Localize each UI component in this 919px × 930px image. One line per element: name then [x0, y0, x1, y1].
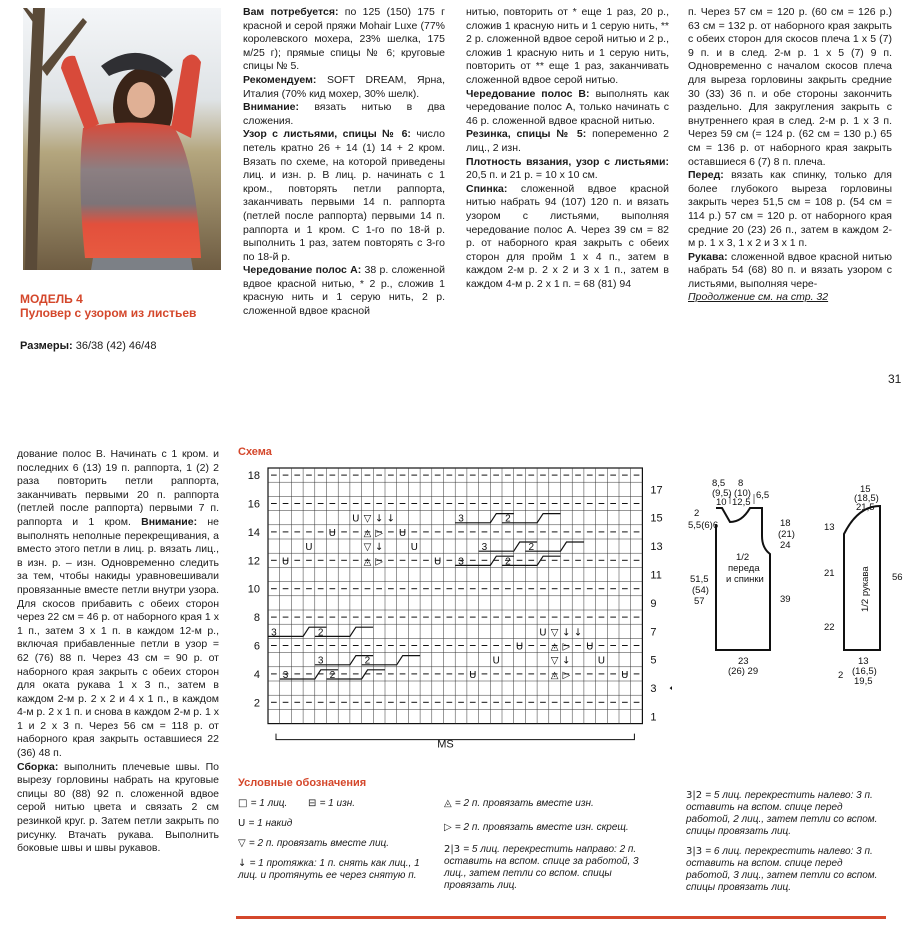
cable-label: 2 — [528, 542, 535, 554]
sleeve-bottom-side: 2 — [838, 670, 844, 681]
chart-symbol: ▷ — [375, 556, 384, 568]
chart-symbol: U — [352, 513, 360, 525]
bottom-rule — [236, 916, 886, 919]
dim-shoulder-slope: 6,5 — [756, 490, 770, 501]
continued-link[interactable]: Продолжение см. на стр. 32 — [688, 291, 829, 304]
front-text: вязать как спинку, только для более глубокого выреза горловины закрыть через 51,5 см = 108 р. (54 см = 114 р.) 57 см = 120 р. от наборного края средние 20 (23) 26 п., затем в каждом 2-м р. 1 х 3, 1 х 2 и 3 х 1 п. — [688, 169, 892, 250]
chart-symbol: ◬ — [550, 641, 559, 653]
stripes-a-continued: нитью, повторить от * еще 1 раз, 20 р., сложив 1 красную нить и 1 серую нить, ** 2 р. сложенной вдвое серой нитью и 2 р., сложив 1 красную нить и 1 серую нить, повторить от ** еще 1 раз, заканчивать сложенной вдвое серой нитью. — [466, 6, 669, 86]
chart-symbol: ▽ — [550, 627, 559, 639]
legend-symbol-icon: ▽ — [238, 838, 249, 849]
gauge-text: 20,5 п. и 21 р. = 10 х 10 см. — [466, 169, 598, 182]
ms-bracket — [276, 734, 634, 740]
front-label: Перед: — [688, 169, 724, 182]
legend-text: = 1 лиц. — [250, 798, 288, 809]
model-photo — [23, 8, 221, 270]
chart-symbol: ◬ — [363, 556, 372, 568]
row-number-left: 10 — [247, 583, 260, 596]
legend-item — [444, 844, 644, 892]
chart-symbol: ↓ — [562, 655, 571, 667]
row3-arrow — [670, 684, 672, 692]
sleeve-mid: 21 — [824, 568, 835, 579]
instructions-column-3 — [466, 6, 669, 291]
row-number-right: 11 — [650, 569, 662, 582]
legend-text: = 2 п. провязать вместе изн. — [454, 798, 594, 809]
dim-shoulder: 8 — [738, 478, 744, 489]
back-text: сложенной вдвое красной нитью набрать 94 (107) 120 п. и вязать узором с листьями, выполняя чередование полос А. Через 39 см = 82 р. от наборного края закрыть с обеих сторон для пройм 1 х 4 п., затем в каждом 2-м р. 2 х 2 и 3 х 1 п., затем в каждом 4-м р. 2 х 1 п. = 68 (81) 94 — [466, 182, 669, 290]
dim-side: 39 — [780, 594, 791, 605]
dim-small-left: 2 — [694, 508, 700, 519]
gauge-label: Плотность вязания, узор с листьями: — [466, 155, 669, 168]
instructions-column-4 — [688, 6, 892, 305]
row-number-right: 9 — [650, 597, 657, 610]
chart-symbol: U — [597, 655, 606, 667]
cable-label: 3 — [458, 513, 464, 525]
cable-label: 2 — [364, 655, 371, 667]
back-label: Спинка: — [466, 182, 508, 195]
chart-symbol: U — [621, 669, 629, 681]
legend-symbol-icon: 3|2 — [686, 790, 706, 801]
legend-item — [238, 798, 308, 810]
dim-shoulder-b: (10) — [734, 488, 751, 499]
chart-symbol: U — [515, 641, 524, 653]
model-photo-illustration — [23, 8, 221, 270]
chart-symbol: ◬ — [363, 527, 372, 539]
cable-label: 3 — [481, 542, 488, 554]
sleeves-continued: дование полос В. Начинать с 1 кром. и последних 6 (13) 19 п. раппорта, 1 (2) 2 раза повторить петли раппорта, заканчивать первыми 20 п. раппорта (петлей после раппорта) первыми 7 п. раппорта и 1 кром. — [17, 448, 219, 528]
legend-item — [238, 818, 418, 830]
chart-symbol: ◬ — [550, 669, 559, 681]
chart-symbol: ↓ — [374, 542, 384, 554]
chart-symbol: U — [492, 655, 500, 667]
dim-neck-width-c: 10 — [716, 497, 727, 508]
row-number-left: 6 — [253, 640, 260, 653]
dim-neck-width: 8,5 — [712, 478, 726, 489]
row-number-right: 5 — [650, 654, 657, 667]
chart-symbol: ▷ — [375, 527, 384, 539]
legend-item — [686, 846, 886, 894]
label-front: переда — [728, 563, 760, 574]
chart-symbol: ▽ — [363, 542, 372, 554]
rib-label: Резинка, спицы № 5: — [466, 128, 587, 141]
row-number-right: 3 — [650, 683, 657, 696]
row-number-left: 2 — [253, 697, 260, 710]
chart-symbol: ▷ — [562, 641, 571, 653]
materials-label: Вам потребуется: — [243, 6, 339, 18]
legend-item — [238, 838, 428, 850]
sizes-label: Размеры: — [20, 340, 73, 352]
legend-symbol-icon: □ — [238, 798, 251, 809]
legend-symbol-icon: U — [238, 818, 249, 829]
row-number-left: 16 — [247, 498, 260, 511]
recommend-text: SOFT DREAM, Ярна, Италия (70% кид мохер, 30% шелк). — [243, 73, 445, 100]
schema-title: Схема — [238, 446, 272, 458]
row-number-left: 8 — [253, 612, 260, 625]
chart-symbol: ↓ — [562, 627, 571, 639]
legend-symbol-icon: ◬ — [444, 798, 455, 809]
legend-item — [308, 798, 398, 810]
label-sleeve: 1/2 рукава — [860, 566, 871, 612]
model-title — [20, 292, 196, 320]
chart-symbol: ↓ — [573, 627, 583, 639]
legend-text: = 5 лиц. перекрестить налево: 3 п. оставить на вспом. спице перед работой, 2 лиц., затем петли со вспом. спицы провязать лиц. — [686, 790, 878, 837]
leaf-pattern-label: Узор с листьями, спицы № 6: — [243, 128, 411, 141]
chart-symbol: ▽ — [550, 655, 559, 667]
dim-small-left-2: 5,5(6)6 — [688, 520, 719, 531]
recommend-label: Рекомендуем: — [243, 73, 317, 86]
chart-symbol: U — [281, 556, 290, 568]
legend-symbol-icon: 3|3 — [686, 846, 706, 857]
assembly-label: Сборка: — [17, 760, 59, 773]
sleeve-bottom-b: (16,5) — [852, 666, 877, 677]
dim-armhole-b: (21) — [778, 529, 795, 540]
chart-grid — [268, 468, 642, 724]
chart-symbol: U — [305, 542, 313, 554]
cable-label: 3 — [282, 669, 289, 681]
sleeve-lower: 22 — [824, 622, 835, 633]
legend-text: = 2 п. провязать вместе изн. скрещ. — [454, 822, 629, 833]
assembly-text: выполнить плечевые швы. По вырезу горловины набрать на круговые спицы 80 (88) 92 п. сложенной вдвое серой нитью цвета и связать 2 см резинкой круг. р. Затем петли закрыть по рисунку. Втачать рукава. Выполнить боковые швы и швы рукавов. — [17, 760, 219, 855]
sleeve-top: 15 — [860, 484, 871, 495]
dim-armhole: 18 — [780, 518, 791, 529]
legend-text: = 5 лиц. перекрестить направо: 2 п. оставить на вспом. спице за работой, 3 лиц., затем петли со вспом. спицы провязать лиц. — [444, 844, 639, 891]
sleeves-text: сложенной вдвое красной нитью набрать 54 (68) 80 п. и вязать узором с листьями, выполняя чере- — [688, 250, 892, 290]
model-title-line2: Пуловер с узором из листьев — [20, 306, 197, 320]
instructions-column-1-bottom — [17, 448, 219, 856]
row-number-right: 13 — [650, 541, 663, 554]
chart-symbol: U — [539, 627, 547, 639]
row-number-right: 15 — [650, 512, 663, 525]
chart-symbol: ▽ — [363, 513, 372, 525]
row-number-left: 12 — [247, 555, 260, 568]
legend-symbol-icon: ↓ — [238, 858, 250, 869]
knitting-chart — [232, 460, 672, 750]
legend-item — [686, 790, 886, 838]
sleeve-top-c: 21,5 — [856, 502, 875, 513]
stripes-b-text: выполнять как чередование полос А, только начинать с 46 р. сложенной вдвое красной нитью. — [466, 87, 669, 127]
legend-text: = 1 протяжка: 1 п. снять как лиц., 1 лиц. и протянуть ее через снятую п. — [238, 858, 420, 881]
materials-text: по 125 (150) 175 г красной и серой пряжи Mohair Luxe (77% королевского мохера, 23% шелка, 175 м/25 г); прямые спицы № 6; круговые спицы № 5. — [243, 6, 445, 73]
chart-symbol: ↓ — [386, 513, 396, 525]
leaf-pattern-text: число петель кратно 26 + 14 (1) 14 + 2 кром. Вязать по схеме, на которой приведены лиц. и изн. р. В лиц. р. начинать с 1 кром., повторять петли раппорта, заканчивать первыми 14 п. раппорта (петлей после раппорта) первыми 14 п. раппорта и 1 кром. С 1-го по 18-й р. выполнить 1 раз, затем повторять с 3-го по 18-й р. — [243, 128, 445, 263]
sleeves-label: Рукава: — [688, 250, 728, 263]
legend-text: = 6 лиц. перекрестить налево: 3 п. оставить на вспом. спице перед работой, 3 лиц., затем петли со вспом. спицы провязать лиц. — [686, 846, 878, 893]
chart-symbol: U — [410, 542, 418, 554]
garment-schematic — [682, 474, 912, 694]
back-continued: п. Через 57 см = 120 р. (60 см = 126 р.) 63 см = 132 р. от наборного края закрыть с обеих сторон для скосов плеча 1 х 5 (7) 9 п. и в след. 2-м р. 1 х 5 (7) 9 п. Одновременно с началом скосов плеча для выреза горловины закрыть средние 30 (33) 36 п. и обе стороны закончить раздельно. Для закругления закрыть с внутреннего края в след. 2-м р. 1 х 3 п. Через 59 см (= 124 р. (62 см = 130 р.) 65 см = 136 р. от наборного края закрыть оставшиеся 6 (7) 8 п. плеча. — [688, 6, 892, 168]
attention2-text: не выполнять неполные перекрещивания, а вместо этого петли в лиц. р. вязать лиц., в изн. р. – изн. Одновременно следить за тем, чтобы накиды уравновешивали провязанные вместе петли внутри узора. Для скосов прибавить с обеих сторон через 22 см = 46 р. от наборного края 1 х 1 п., затем 3 х 1 п. в каждом 12-м р., включая прибавленные петли в узор = 62 (76) 88 п. Через 43 см = 90 р. от наборного края закрыть с обеих сторон для оката рукава 1 х 3 п., затем в каждом 2-м р. 2 х 2 и 4 х 1 п., в каждом 4-м р. 2 х 1 п. и снова в каждом 2-м р. 1 х 1 и 2 х 3 п. Через 56 см = 118 р. от наборного края закрыть оставшиеся 22 (36) 48 п. — [17, 515, 219, 760]
rib-text: попеременно 2 лиц., 2 изн. — [466, 128, 669, 154]
legend-symbol-icon: ⊟ — [308, 798, 320, 809]
sleeve-bottom: 13 — [858, 656, 869, 667]
sleeve-top-b: (18,5) — [854, 493, 879, 504]
cable-label: 2 — [317, 627, 324, 639]
stripes-b-label: Чередование полос В: — [466, 87, 590, 100]
ms-label: MS — [437, 738, 454, 750]
sleeve-bottom-c: 19,5 — [854, 676, 873, 687]
label-half: 1/2 — [736, 552, 750, 563]
sizes-value: 36/38 (42) 46/48 — [72, 340, 157, 352]
dim-shoulder-c: 12,5 — [732, 497, 751, 508]
attention2-label: Внимание: — [130, 515, 198, 528]
legend-text: = 1 накид — [248, 818, 293, 829]
cable-label: 2 — [505, 556, 511, 568]
label-and-back: и спинки — [726, 574, 764, 585]
cable-label: 3 — [271, 627, 277, 639]
model-title-line1: МОДЕЛЬ 4 — [20, 292, 83, 306]
dim-armhole-c: 24 — [780, 540, 791, 551]
instructions-column-2 — [243, 6, 445, 319]
chart-symbol: U — [328, 527, 337, 539]
row-number-right: 17 — [650, 484, 663, 497]
legend-item — [444, 798, 634, 810]
sizes-line — [20, 340, 156, 352]
dim-width-b: (26) 29 — [728, 666, 759, 677]
row-number-left: 18 — [247, 470, 260, 483]
legend-symbol-icon: ▷ — [444, 822, 455, 833]
chart-symbol: U — [586, 641, 594, 653]
dim-height: 51,5 — [690, 574, 709, 585]
chart-symbol: U — [398, 527, 407, 539]
attention-label: Внимание: — [243, 101, 299, 114]
legend-title: Условные обозначения — [238, 777, 367, 789]
row-number-right: 1 — [650, 711, 657, 724]
chart-symbol: ▷ — [562, 669, 571, 681]
cable-label: 3 — [458, 556, 464, 568]
row-number-left: 14 — [247, 526, 260, 539]
dim-height-b: (54) — [692, 585, 709, 596]
dim-width: 23 — [738, 656, 749, 667]
cable-label: 2 — [329, 669, 336, 681]
stripes-a-label: Чередование полос А: — [243, 264, 362, 277]
cable-label: 2 — [505, 513, 511, 525]
legend-text: = 2 п. провязать вместе лиц. — [248, 838, 389, 849]
chart-symbol: U — [469, 669, 477, 681]
chart-symbol: ↓ — [374, 513, 384, 525]
legend-text: = 1 изн. — [319, 798, 356, 809]
dim-neck-width-b: (9,5) — [712, 488, 732, 499]
row-number-left: 4 — [253, 668, 260, 681]
page-number: 31 — [888, 372, 902, 386]
sleeve-cap: 13 — [824, 522, 835, 533]
attention-text: вязать нитью в два сложения. — [243, 101, 445, 127]
legend-symbol-icon: 2|3 — [444, 844, 464, 855]
dim-height-c: 57 — [694, 596, 705, 607]
legend-item — [444, 822, 644, 834]
legend-item — [238, 858, 428, 882]
stripes-a-text: 38 р. сложенной вдвое красной нитью, * 2 р., сложив 1 красную нить и 1 серую нить, 2 р. сложенной вдвое красной — [243, 264, 445, 318]
row-number-right: 7 — [650, 626, 657, 639]
cable-label: 3 — [317, 655, 324, 667]
sleeve-length: 56 — [892, 572, 903, 583]
chart-symbol: U — [433, 556, 442, 568]
